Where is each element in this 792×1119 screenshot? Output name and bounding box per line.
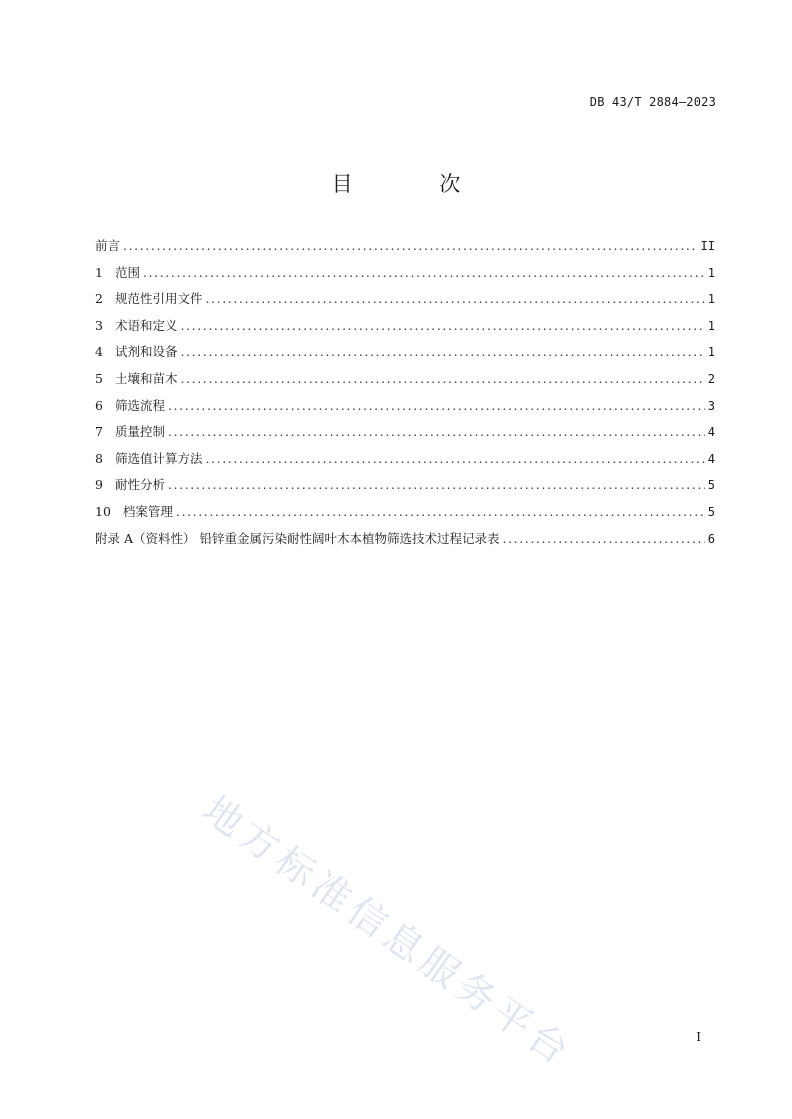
toc-leader-dots	[502, 531, 704, 546]
toc-entry-page: II	[700, 239, 715, 253]
document-code: DB 43/T 2884—2023	[589, 95, 716, 109]
toc-entry-calculation-method[interactable]	[95, 449, 715, 476]
toc-entry-soil-seedlings[interactable]	[95, 369, 715, 396]
toc-entry-page: 1	[707, 345, 715, 360]
toc-entry-page: 6	[707, 531, 715, 546]
table-of-contents	[95, 236, 715, 555]
toc-entry-screening-process[interactable]	[95, 396, 715, 423]
toc-entry-page: 4	[707, 425, 715, 440]
toc-entry-number: 7	[95, 424, 103, 440]
toc-entry-label: 范围	[114, 264, 140, 280]
toc-entry-page: 5	[707, 504, 715, 519]
toc-leader-dots	[168, 424, 705, 439]
toc-leader-dots	[168, 398, 705, 413]
toc-entry-tolerance-analysis[interactable]	[95, 475, 715, 502]
toc-entry-label: 前言	[95, 238, 121, 253]
toc-entry-number: 2	[95, 291, 103, 307]
toc-leader-dots	[180, 318, 704, 333]
page-title: 目 次	[331, 172, 501, 196]
toc-leader-dots	[123, 238, 698, 253]
toc-entry-page: 2	[707, 371, 715, 386]
toc-entry-archive-management[interactable]	[95, 502, 715, 529]
toc-leader-dots	[143, 265, 705, 280]
toc-entry-page: 1	[707, 265, 715, 280]
toc-entry-number: 5	[95, 370, 103, 386]
toc-entry-number: 6	[95, 397, 103, 413]
toc-leader-dots	[180, 344, 704, 359]
toc-leader-dots	[205, 291, 704, 306]
toc-entry-label: 档案管理	[122, 503, 173, 519]
toc-entry-page: 1	[707, 292, 715, 307]
toc-entry-number: 8	[95, 450, 103, 466]
toc-entry-number: 3	[95, 317, 103, 333]
toc-entry-label: 规范性引用文件	[114, 291, 203, 307]
watermark: 地方标准信息服务平台	[195, 787, 582, 1076]
toc-entry-page: 3	[707, 398, 715, 413]
toc-entry-quality-control[interactable]	[95, 422, 715, 449]
toc-entry-appendix-a[interactable]	[95, 529, 715, 556]
toc-leader-dots	[176, 504, 705, 519]
toc-entry-page: 1	[707, 318, 715, 333]
toc-entry-terms-definitions[interactable]	[95, 316, 715, 343]
toc-entry-label: 试剂和设备	[114, 344, 178, 360]
toc-entry-label: 筛选流程	[114, 397, 165, 413]
toc-leader-dots	[168, 477, 705, 492]
toc-entry-number: 10	[95, 503, 111, 519]
toc-entry-label: 土壤和苗木	[114, 370, 178, 386]
page-number: I	[696, 1030, 701, 1044]
toc-entry-page: 5	[707, 478, 715, 493]
toc-entry-foreword[interactable]	[95, 236, 715, 263]
toc-entry-reagents-equipment[interactable]	[95, 342, 715, 369]
toc-entry-label: 术语和定义	[114, 317, 178, 333]
toc-entry-number: 9	[95, 477, 103, 493]
toc-entry-normative-references[interactable]	[95, 289, 715, 316]
toc-entry-number: 1	[95, 264, 103, 280]
toc-entry-page: 4	[707, 451, 715, 466]
toc-entry-label: 耐性分析	[114, 477, 165, 493]
toc-entry-label: 附录 A（资料性） 铅锌重金属污染耐性阔叶木本植物筛选技术过程记录表	[95, 530, 500, 546]
toc-entry-label: 筛选值计算方法	[114, 450, 203, 466]
toc-entry-label: 质量控制	[114, 424, 165, 440]
toc-leader-dots	[205, 451, 704, 466]
toc-entry-scope[interactable]	[95, 263, 715, 290]
toc-entry-number: 4	[95, 344, 103, 360]
toc-leader-dots	[180, 371, 704, 386]
